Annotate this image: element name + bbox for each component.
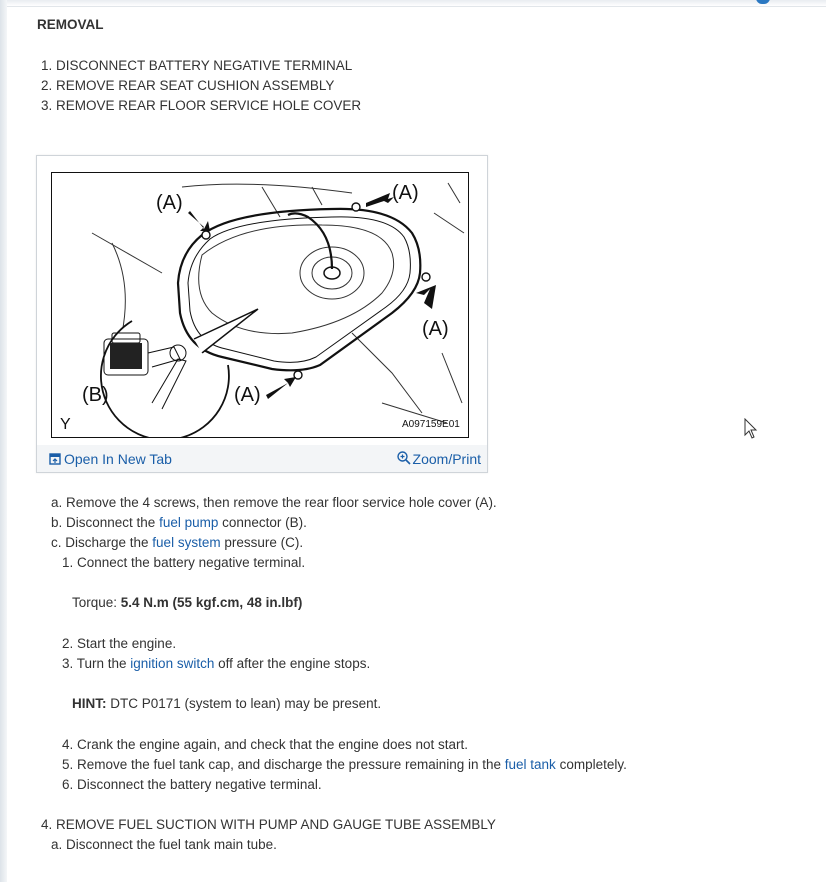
hint-text: DTC P0171 (system to lean) may be present. [106, 696, 382, 711]
zoom-print-label: Zoom/Print [412, 451, 481, 467]
c-step-3-pre: 3. Turn the [62, 656, 131, 671]
ignition-switch-link[interactable]: ignition switch [130, 656, 215, 671]
step-1: 1. DISCONNECT BATTERY NEGATIVE TERMINAL [41, 58, 353, 73]
fuel-tank-link[interactable]: fuel tank [504, 757, 556, 772]
substep-b-pre: b. Disconnect the [51, 515, 160, 530]
open-new-tab-button[interactable] [49, 451, 172, 467]
substep-c-post: pressure (C). [220, 535, 304, 550]
substep-b [51, 513, 307, 533]
c-step-3-post: off after the engine stops. [214, 656, 371, 671]
label-a-top-left: (A) [156, 192, 183, 214]
step-2: 2. REMOVE REAR SEAT CUSHION ASSEMBLY [41, 78, 335, 93]
hint-label: HINT: [72, 696, 107, 711]
top-bar [0, 0, 826, 7]
section-title: REMOVAL [37, 17, 104, 32]
mouse-cursor-icon [744, 418, 758, 440]
c-step-4: 4. Crank the engine again, and check that the engine does not start. [62, 737, 469, 752]
left-edge-shadow [0, 0, 7, 882]
substep-a: a. Remove the 4 screws, then remove the rear floor service hole cover (A). [51, 495, 497, 510]
torque-label: Torque: [72, 595, 121, 610]
figure-footer [37, 445, 487, 472]
open-new-tab-label: Open In New Tab [64, 451, 172, 467]
step-3: 3. REMOVE REAR FLOOR SERVICE HOLE COVER [41, 98, 362, 113]
c-step-6: 6. Disconnect the battery negative terminal. [62, 777, 322, 792]
figure-code: A097159E01 [402, 419, 460, 430]
c-step-1: 1. Connect the battery negative terminal. [62, 555, 306, 570]
c-step-5-post: completely. [555, 757, 627, 772]
hint [72, 694, 381, 714]
torque-spec [72, 593, 302, 613]
label-a-top-right: (A) [392, 182, 419, 204]
zoom-icon [397, 451, 411, 465]
fuel-system-link[interactable]: fuel system [152, 535, 221, 550]
label-b: (B) [82, 384, 109, 406]
substep-c [51, 533, 303, 553]
figure-panel [36, 155, 488, 473]
step-4: 4. REMOVE FUEL SUCTION WITH PUMP AND GAUGE TUBE ASSEMBLY [41, 817, 496, 832]
substep-b-post: connector (B). [218, 515, 307, 530]
illustration-drawing [52, 173, 468, 437]
substep-c-pre: c. Discharge the [51, 535, 153, 550]
step-4-substep-a: a. Disconnect the fuel tank main tube. [51, 837, 277, 852]
c-step-3 [62, 654, 370, 674]
c-step-5 [62, 755, 627, 775]
service-hole-cover-illustration[interactable] [51, 172, 469, 438]
open-tab-icon [49, 453, 61, 465]
c-step-5-pre: 5. Remove the fuel tank cap, and discharge the pressure remaining in the [62, 757, 505, 772]
fuel-pump-link[interactable]: fuel pump [159, 515, 219, 530]
torque-value: 5.4 N.m (55 kgf.cm, 48 in.lbf) [120, 595, 303, 610]
label-a-bottom: (A) [234, 384, 261, 406]
label-a-right: (A) [422, 318, 449, 340]
zoom-print-button[interactable] [397, 451, 481, 467]
c-step-2: 2. Start the engine. [62, 636, 177, 651]
label-y: Y [60, 416, 71, 433]
